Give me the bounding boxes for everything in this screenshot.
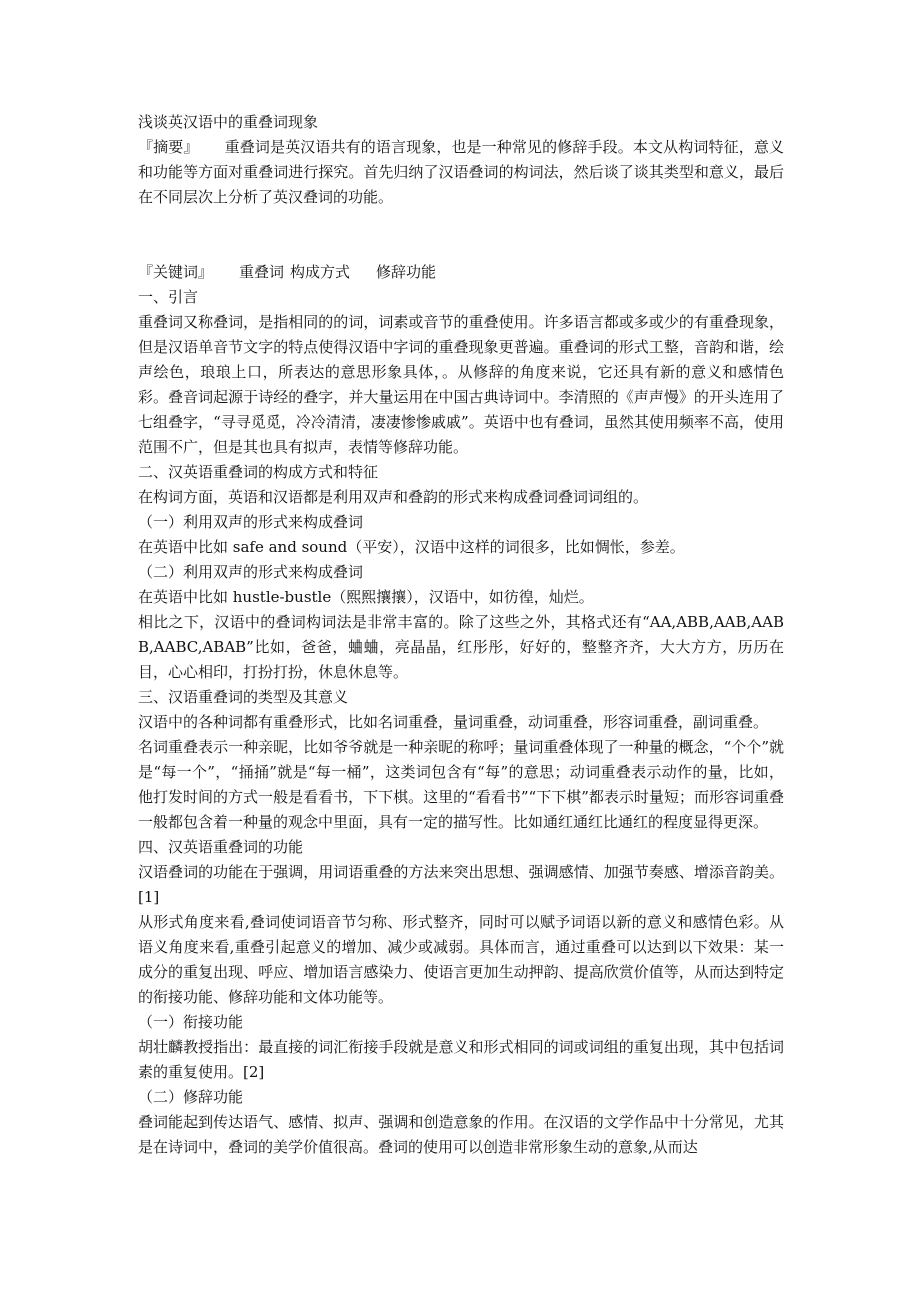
section-heading: 四、汉英语重叠词的功能 — [138, 838, 304, 856]
keyword-3: 修辞功能 — [376, 263, 437, 281]
body-paragraph: 相比之下，汉语中的叠词构词法是非常丰富的。除了这些之外，其格式还有“AA,ABB,AAB,AABB,AABC,ABAB”比如，爸爸，蛐蛐，亮晶晶，红彤彤，好好的，整整齐齐，大大方方，历历在目，心心相印，打扮打扮，休息休息等。 — [138, 613, 784, 681]
keyword-2: 构成方式 — [290, 263, 351, 281]
body-paragraph: 胡壮麟教授指出：最直接的词汇衔接手段就是意义和形式相同的词或词组的重复出现，其中包括词素的重复使用。[2] — [138, 1038, 784, 1081]
body-paragraph: 从形式角度来看,叠词使词语音节匀称、形式整齐，同时可以赋予词语以新的意义和感情色彩。从语义角度来看,重叠引起意义的增加、减少或减弱。具体而言，通过重叠可以达到以下效果：某一成分的重复出现、呼应、增加语言感染力、使语言更加生动押韵、提高欣赏价值等，从而达到特定的衔接功能、修辞功能和文体功能等。 — [138, 913, 784, 1006]
body-paragraph: 在英语中比如 safe and sound（平安），汉语中这样的词很多，比如惆怅，参差。 — [138, 538, 685, 556]
body-paragraph: 汉语叠词的功能在于强调，用词语重叠的方法来突出思想、强调感情、加强节奏感、增添音韵美。[1] — [138, 863, 784, 906]
subsection-heading: （二）修辞功能 — [138, 1088, 244, 1106]
body-paragraph: 名词重叠表示一种亲昵，比如爷爷就是一种亲昵的称呼；量词重叠体现了一种量的概念，“个个”就是“每一个”，“捅捅”就是“每一桶”，这类词包含有“每”的意思；动词重叠表示动作的量，比如，他打发时间的方式一般是看看书，下下棋。这里的“看看书”“下下棋”都表示时量短；而形容词重叠一般都包含着一种量的观念中里面，具有一定的描写性。比如通红通红比通红的程度显得更深。 — [138, 738, 784, 831]
document-page — [138, 110, 784, 1160]
body-paragraph: 汉语中的各种词都有重叠形式，比如名词重叠，量词重叠，动词重叠，形容词重叠，副词重叠。 — [138, 713, 769, 731]
body-paragraph: 在构词方面，英语和汉语都是利用双声和叠韵的形式来构成叠词叠词词组的。 — [138, 488, 649, 506]
abstract-label: 『摘要』 — [138, 138, 199, 156]
subsection-heading: （一）衔接功能 — [138, 1013, 244, 1031]
keywords-label: 『关键词』 — [138, 263, 214, 281]
section-spacer — [138, 210, 784, 260]
body-paragraph: 叠词能起到传达语气、感情、拟声、强调和创造意象的作用。在汉语的文学作品中十分常见，尤其是在诗词中，叠词的美学价值很高。叠词的使用可以创造非常形象生动的意象,从而达 — [138, 1113, 784, 1156]
keyword-1: 重叠词 — [239, 263, 285, 281]
abstract-text: 重叠词是英汉语共有的语言现象，也是一种常见的修辞手段。本文从构词特征，意义和功能等方面对重叠词进行探究。首先归纳了汉语叠词的构词法，然后谈了谈其类型和意义，最后在不同层次上分析了英汉叠词的功能。 — [138, 138, 784, 206]
section-heading: 二、汉英语重叠词的构成方式和特征 — [138, 463, 379, 481]
keywords-line — [138, 260, 784, 285]
section-heading: 一、引言 — [138, 288, 199, 306]
body-paragraph: 重叠词又称叠词，是指相同的的词，词素或音节的重叠使用。许多语言都或多或少的有重叠现象，但是汉语单音节文字的特点使得汉语中字词的重叠现象更普遍。重叠词的形式工整，音韵和谐，绘声绘色，琅琅上口，所表达的意思形象具体，。从修辞的角度来说，它还具有新的意义和感情色彩。叠音词起源于诗经的叠字，并大量运用在中国古典诗词中。李清照的《声声慢》的开头连用了七组叠字，“寻寻觅觅，冷冷清清，凄凄惨惨戚戚”。英语中也有叠词，虽然其使用频率不高，使用范围不广，但是其也具有拟声，表情等修辞功能。 — [138, 313, 784, 456]
document-title: 浅谈英汉语中的重叠词现象 — [138, 113, 319, 131]
subsection-heading: （一）利用双声的形式来构成叠词 — [138, 513, 364, 531]
body-paragraph: 在英语中比如 hustle-bustle（熙熙攘攘），汉语中，如彷徨，灿烂。 — [138, 588, 594, 606]
section-heading: 三、汉语重叠词的类型及其意义 — [138, 688, 349, 706]
abstract-paragraph — [138, 135, 784, 210]
subsection-heading: （二）利用双声的形式来构成叠词 — [138, 563, 364, 581]
